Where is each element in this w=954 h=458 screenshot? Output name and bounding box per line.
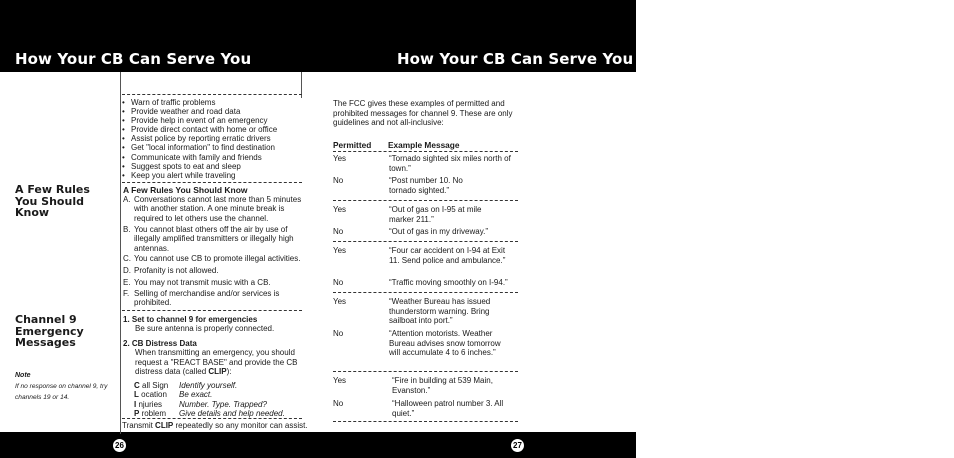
footer-bar bbox=[0, 432, 636, 458]
right-page-title: How Your CB Can Serve You bbox=[397, 50, 634, 68]
step-body-text: ): bbox=[226, 366, 232, 376]
right-page-number: 27 bbox=[511, 439, 524, 452]
divider bbox=[333, 151, 518, 152]
list-item: • Provide weather and road data bbox=[122, 107, 277, 116]
example-message: “Out of gas on I-95 at mile marker 211.” bbox=[389, 205, 482, 224]
rule-letter: A. bbox=[123, 195, 131, 204]
rule-text: Conversations cannot last more than 5 minutes with another station. A one minute break is required to let others use the channel. bbox=[134, 195, 302, 223]
clip-list bbox=[134, 381, 285, 419]
column-header-permitted: Permitted bbox=[333, 140, 372, 150]
transmit-text: repeatedly so any monitor can assist. bbox=[173, 421, 308, 430]
example-message: “Traffic moving smoothly on I-94.” bbox=[389, 278, 508, 287]
clip-keyword: CLIP bbox=[155, 421, 174, 430]
clip-desc: Give details and help needed. bbox=[179, 409, 285, 419]
permitted-value: Yes bbox=[333, 205, 347, 214]
rule-letter: B. bbox=[123, 225, 131, 234]
step-body-text: When transmitting an emergency, you should request a "REACT BASE" and provide the CB distress data (called bbox=[135, 348, 298, 376]
rule-item bbox=[123, 225, 303, 253]
rules-heading: A Few Rules You Should Know bbox=[123, 185, 248, 195]
list-item: • Assist police by reporting erratic drivers bbox=[122, 134, 277, 143]
divider bbox=[333, 292, 518, 293]
divider bbox=[333, 200, 518, 201]
clip-row bbox=[134, 390, 285, 399]
permitted-value: No bbox=[333, 329, 344, 338]
rule-item bbox=[123, 254, 307, 263]
rule-text: You cannot blast others off the air by use of illegally amplified transmitters or illegally high antennas. bbox=[134, 225, 294, 253]
example-message: “Halloween patrol number 3. All quiet.” bbox=[392, 399, 504, 418]
clip-word: njuries bbox=[136, 399, 163, 409]
divider bbox=[333, 421, 518, 422]
step-body bbox=[123, 348, 303, 376]
permitted-value: No bbox=[333, 278, 344, 287]
transmit-instruction bbox=[122, 421, 308, 430]
example-message: “Tornado sighted six miles north of town.” bbox=[389, 154, 511, 173]
permitted-value: Yes bbox=[333, 297, 347, 306]
permitted-value: Yes bbox=[333, 246, 347, 255]
emergency-step bbox=[123, 339, 303, 376]
rule-letter: E. bbox=[123, 278, 131, 287]
rule-letter: D. bbox=[123, 266, 131, 275]
rule-text: You cannot use CB to promote illegal activities. bbox=[134, 254, 301, 263]
divider bbox=[122, 310, 302, 311]
clip-word: all Sign bbox=[139, 381, 169, 390]
clip-row bbox=[134, 400, 285, 409]
divider bbox=[333, 241, 518, 242]
rule-text: Profanity is not allowed. bbox=[134, 266, 219, 275]
rule-letter: F. bbox=[123, 289, 130, 298]
column-header-example: Example Message bbox=[388, 140, 460, 150]
left-page-title: How Your CB Can Serve You bbox=[15, 50, 252, 68]
note-text: If no response on channel 9, try channels 19 or 14. bbox=[15, 383, 108, 401]
step-body: Be sure antenna is properly connected. bbox=[135, 324, 275, 334]
example-message: “Four car accident on I-94 at Exit 11. Send police and ambulance.” bbox=[389, 246, 506, 265]
rule-item bbox=[123, 195, 303, 223]
note-label: Note bbox=[15, 372, 31, 379]
example-message: “Out of gas in my driveway.” bbox=[389, 227, 488, 236]
rule-item bbox=[123, 289, 288, 308]
list-item: • Suggest spots to eat and sleep bbox=[122, 162, 277, 171]
rule-letter: C. bbox=[123, 254, 131, 263]
divider bbox=[333, 371, 518, 372]
benefit-list bbox=[122, 98, 277, 180]
clip-row bbox=[134, 381, 285, 390]
sidebar-heading-rules: A Few Rules You Should Know bbox=[15, 183, 90, 219]
left-column-divider bbox=[120, 72, 121, 434]
clip-keyword: CLIP bbox=[208, 366, 227, 376]
clip-desc: Identify yourself. bbox=[179, 381, 238, 390]
transmit-text: Transmit bbox=[122, 421, 156, 430]
list-item: • Warn of traffic problems bbox=[122, 98, 277, 107]
fcc-intro: The FCC gives these examples of permitted and prohibited messages for channel 9. These are only guidelines and not all-inclusive: bbox=[333, 99, 513, 128]
left-page-number: 26 bbox=[113, 439, 126, 452]
divider bbox=[122, 94, 302, 95]
clip-word: roblem bbox=[139, 409, 167, 419]
clip-row bbox=[134, 409, 285, 418]
rule-text: Selling of merchandise and/or services is prohibited. bbox=[134, 289, 280, 308]
example-message: “Fire in building at 539 Main, Evanston.” bbox=[392, 376, 493, 395]
clip-word: ocation bbox=[138, 390, 167, 400]
rule-item bbox=[123, 266, 303, 275]
sidebar-heading-channel9: Channel 9 Emergency Messages bbox=[15, 313, 84, 349]
clip-letter: L bbox=[134, 390, 139, 400]
rule-text: You may not transmit music with a CB. bbox=[134, 278, 271, 287]
clip-desc: Number. Type. Trapped? bbox=[179, 399, 267, 409]
step-heading: 2. CB Distress Data bbox=[123, 339, 197, 348]
list-item: • Provide help in event of an emergency bbox=[122, 116, 277, 125]
permitted-value: No bbox=[333, 176, 344, 185]
clip-letter: C bbox=[134, 381, 140, 390]
list-item: • Communicate with family and friends bbox=[122, 153, 277, 162]
rule-item bbox=[123, 278, 303, 287]
list-item: • Get "local information" to find destination bbox=[122, 143, 277, 152]
list-item: • Keep you alert while traveling bbox=[122, 171, 277, 180]
clip-desc: Be exact. bbox=[179, 390, 213, 400]
example-message: “Weather Bureau has issued thunderstorm warning. Bring sailboat into port.” bbox=[389, 297, 491, 326]
clip-letter: P bbox=[134, 409, 140, 419]
permitted-value: Yes bbox=[333, 154, 347, 163]
permitted-value: No bbox=[333, 399, 344, 408]
permitted-value: Yes bbox=[333, 376, 347, 385]
list-item: • Provide direct contact with home or office bbox=[122, 125, 277, 134]
example-message: “Attention motorists. Weather Bureau advises snow tomorrow will accumulate 4 to 6 inches.” bbox=[389, 329, 501, 358]
emergency-step bbox=[123, 315, 303, 334]
clip-letter: I bbox=[134, 399, 137, 409]
example-message: “Post number 10. No tornado sighted.” bbox=[389, 176, 463, 195]
step-heading: 1. Set to channel 9 for emergencies bbox=[123, 315, 258, 324]
permitted-value: No bbox=[333, 227, 344, 236]
divider bbox=[122, 182, 302, 183]
